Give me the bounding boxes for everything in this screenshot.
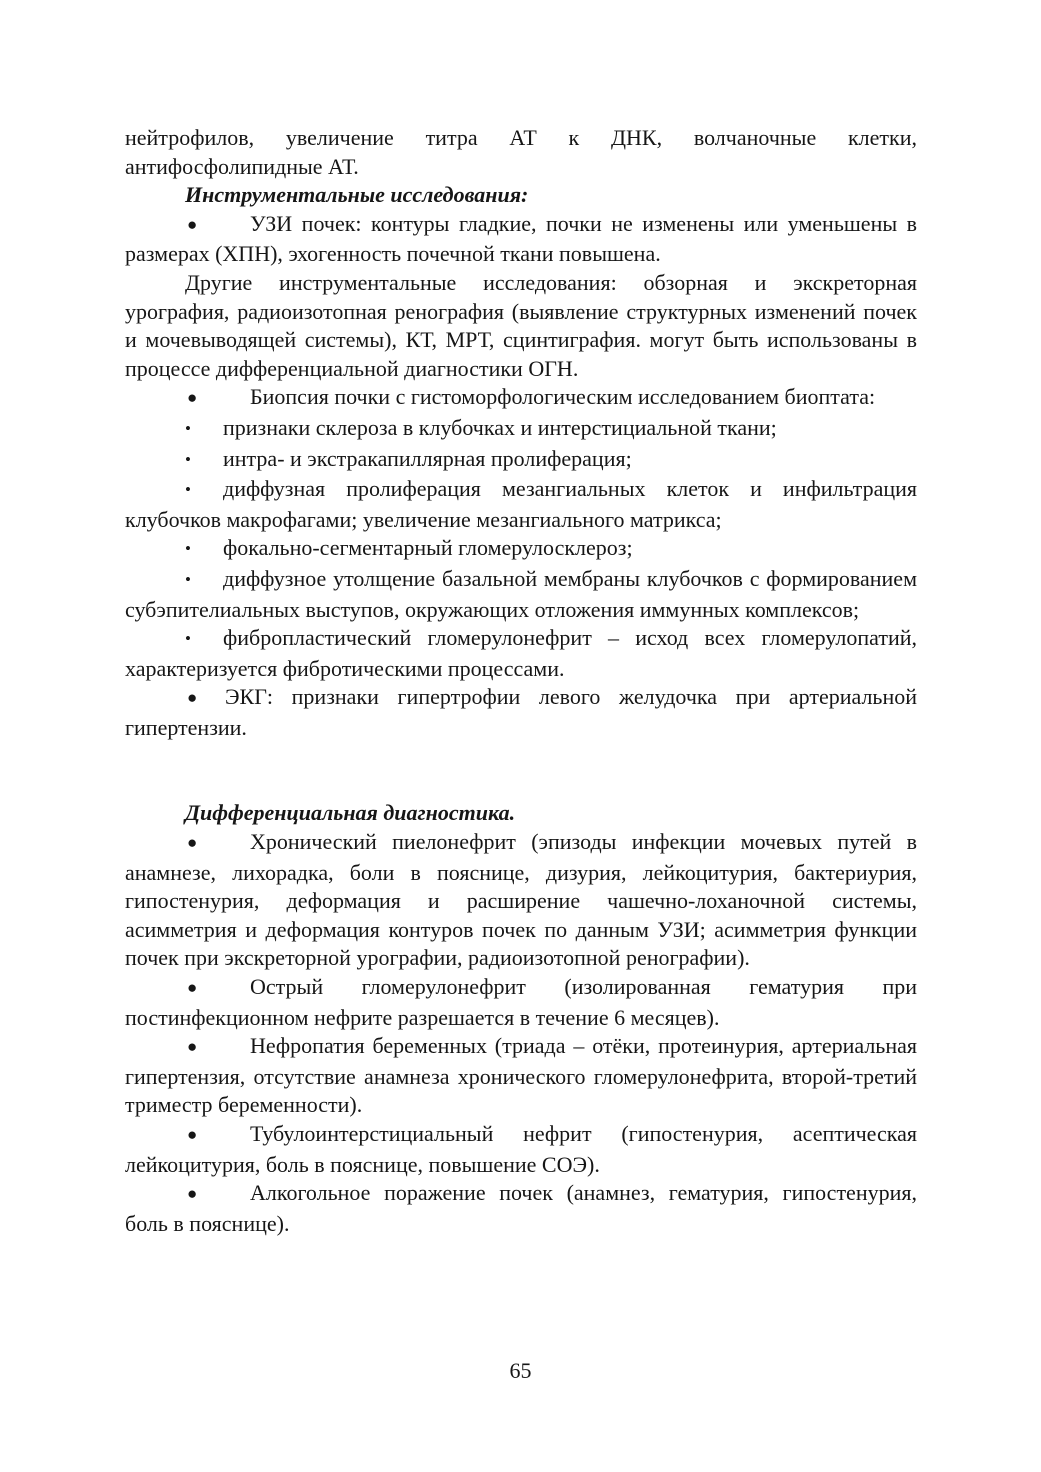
list-item: • фибропластический гломерулонефрит – исход всех гломерулопатий, характеризуется фибротическими процессами. <box>125 625 917 681</box>
section-gap <box>125 742 917 799</box>
bullet-icon: • <box>185 539 191 559</box>
biopsy-paragraph <box>125 383 917 414</box>
ecg-text: ЭКГ: признаки гипертрофии левого желудочка при артериальной гипертензии. <box>125 684 917 740</box>
list-item: • диффузная пролиферация мезангиальных клеток и инфильтрация клубочков макрофагами; увеличение мезангиального матрикса; <box>125 476 917 532</box>
bullet-icon: • <box>185 569 191 589</box>
list-item: • признаки склероза в клубочках и интерстициальной ткани; <box>125 414 917 445</box>
bullet-icon: • <box>185 418 191 438</box>
page-number: 65 <box>509 1358 532 1383</box>
other-methods-paragraph: Другие инструментальные исследования: обзорная и экскреторная урография, радиоизотопная ренография (выявление структурных изменений почек и мочевыводящей системы), КТ, МРТ, сцинтиграфия. могут быть использованы в процессе дифференциальной диагностики ОГН. <box>125 269 917 381</box>
bullet-icon: ● <box>187 1125 198 1144</box>
document-page <box>125 124 917 1238</box>
bullet-icon: ● <box>187 1184 198 1204</box>
differential-list <box>125 828 917 1238</box>
list-item: ● Острый гломерулонефрит (изолированная гематурия при постинфекционном нефрите разрешается в течение 6 месяцев). <box>125 974 917 1030</box>
biopsy-text: Биопсия почки с гистоморфологическим исследованием биоптата: <box>250 384 876 410</box>
list-item: • интра- и экстракапиллярная пролиферация; <box>125 445 917 476</box>
list-item: • фокально-сегментарный гломерулосклероз; <box>125 534 917 565</box>
list-item: ● Нефропатия беременных (триада – отёки, протеинурия, артериальная гипертензия, отсутствие анамнеза хронического гломерулонефрита, второй-третий триместр беременности). <box>125 1033 917 1118</box>
list-item: • диффузное утолщение базальной мембраны клубочков с формированием субэпителиальных выступов, окружающих отложения иммунных комплексов; <box>125 565 917 622</box>
bullet-icon: ● <box>187 833 198 853</box>
bullet-icon: • <box>185 480 191 500</box>
bullet-icon: ● <box>187 1037 198 1057</box>
bullet-icon: • <box>185 629 191 649</box>
biopsy-list <box>125 414 917 683</box>
uzi-paragraph <box>125 210 917 269</box>
bullet-icon: ● <box>187 688 198 708</box>
ecg-paragraph <box>125 683 917 742</box>
uzi-text: УЗИ почек: контуры гладкие, почки не изменены или уменьшены в размерах (ХПН), эхогенность почечной ткани повышена. <box>125 210 917 267</box>
list-item: ● Хронический пиелонефрит (эпизоды инфекции мочевых путей в анамнезе, лихорадка, боли в пояснице, дизурия, лейкоцитурия, бактериурия, гипостенурия, деформация и расширение чашечно-лоханочной системы, асимметрия и деформация контуров почек по данным УЗИ; асимметрия функции почек при экскреторной урографии, радиоизотопной ренографии). <box>125 829 917 971</box>
differential-heading: Дифференциальная диагностика. <box>185 800 516 826</box>
intro-paragraph: нейтрофилов, увеличение титра АТ к ДНК, волчаночные клетки, антифосфолипидные АТ. <box>125 125 917 179</box>
list-item: ● Алкогольное поражение почек (анамнез, гематурия, гипостенурия, боль в пояснице). <box>125 1180 917 1236</box>
bullet-icon: ● <box>187 978 198 998</box>
bullet-icon: • <box>185 449 191 469</box>
bullet-icon: ● <box>187 214 198 234</box>
bullet-icon: ● <box>187 388 198 408</box>
instrumental-heading: Инструментальные исследования: <box>185 182 529 208</box>
list-item: ● Тубулоинтерстициальный нефрит (гипостенурия, асептическая лейкоцитурия, боль в пояснице, повышение СОЭ). <box>125 1121 917 1177</box>
